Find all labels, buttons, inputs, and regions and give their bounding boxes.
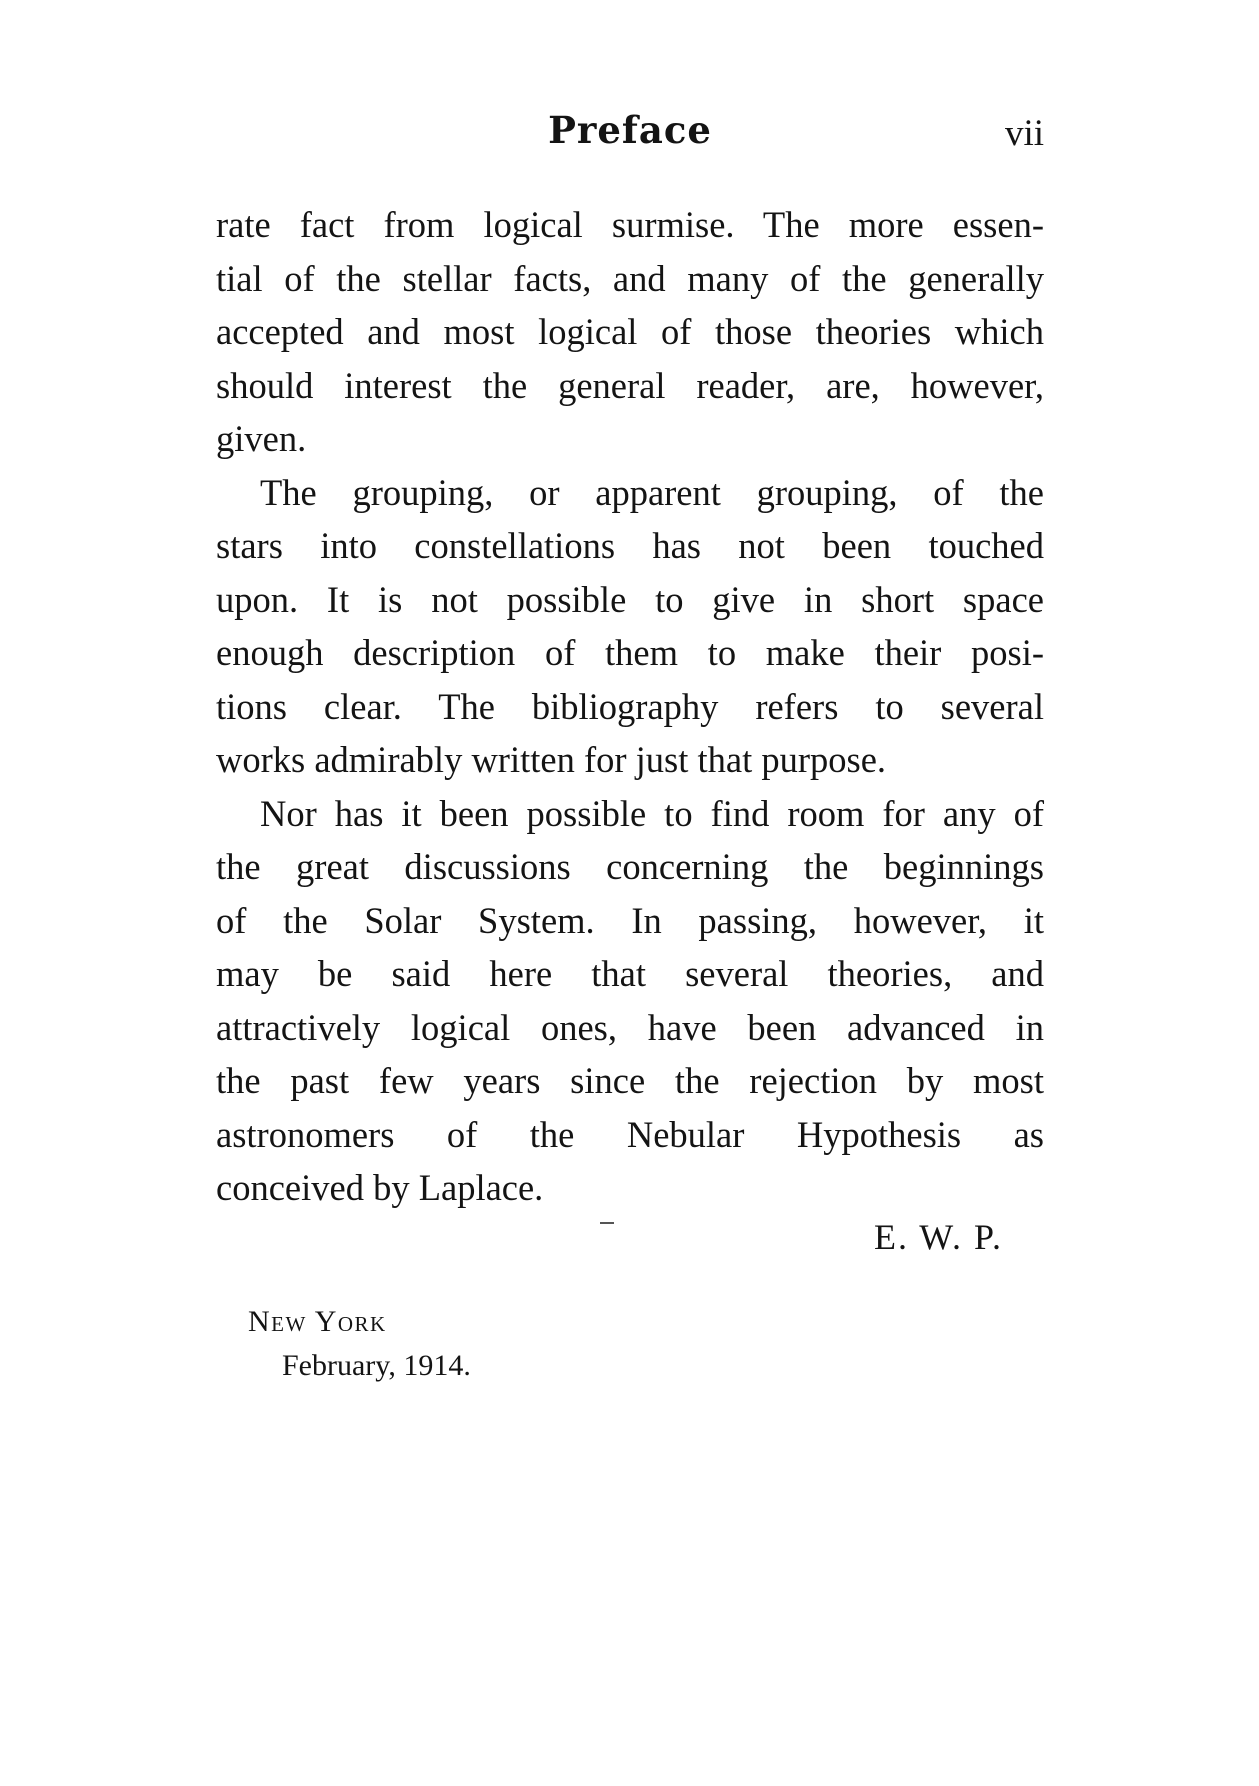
author-initials: E. W. P. (873, 1217, 1003, 1257)
running-head (216, 108, 1044, 168)
paragraph-first-line: Nor has it been possible to find room for any of (260, 792, 1044, 834)
text-line: stars into constellations has not been touched (216, 525, 1044, 566)
text-line: tial of the stellar facts, and many of the generally (216, 257, 1044, 299)
dateline-date: February, 1914. (282, 1349, 471, 1382)
text-line: should interest the general reader, are, however, (216, 364, 1044, 406)
text-line: given. (216, 418, 307, 459)
text-line: works admirably written for just that purpose. (216, 739, 887, 780)
text-line: astronomers of the Nebular Hypothesis as (216, 1113, 1044, 1155)
text-line: rate fact from logical surmise. The more essen- (216, 204, 1044, 245)
text-line: of the Solar System. In passing, however, it (216, 899, 1044, 941)
dateline-place: New York (248, 1305, 387, 1338)
dateline (248, 1300, 471, 1388)
text-line: attractively logical ones, have been advanced in (216, 1006, 1044, 1048)
paragraph-first-line: The grouping, or apparent grouping, of the (260, 471, 1044, 513)
text-line: may be said here that several theories, and (216, 953, 1044, 994)
text-line: conceived by Laplace. (216, 1167, 544, 1208)
text-line: tions clear. The bibliography refers to several (216, 685, 1044, 727)
page-title: Preface (548, 108, 712, 152)
body-text (216, 198, 1044, 1215)
text-line: enough description of them to make their posi- (216, 632, 1044, 673)
print-mark (600, 1222, 614, 1224)
text-line: upon. It is not possible to give in short space (216, 578, 1044, 620)
page-number: vii (1004, 113, 1044, 154)
text-line: the great discussions concerning the beginnings (216, 846, 1044, 887)
text-line: accepted and most logical of those theories which (216, 311, 1044, 352)
text-line: the past few years since the rejection by most (216, 1060, 1044, 1101)
